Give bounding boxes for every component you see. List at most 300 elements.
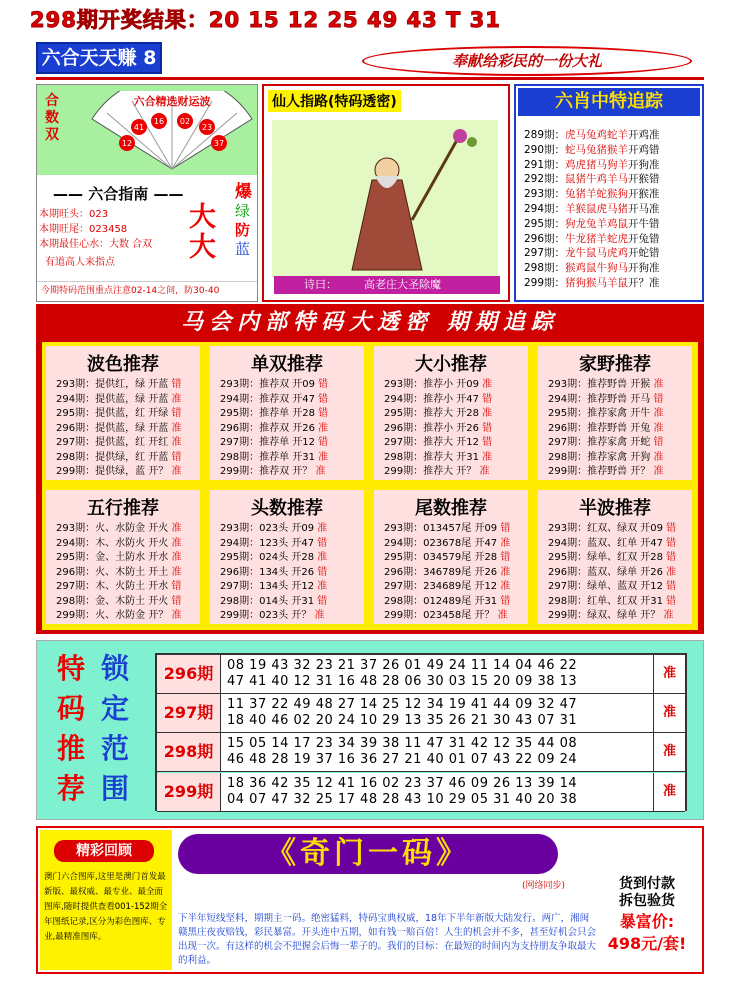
recommend-row xyxy=(384,522,510,537)
recommend-text: 295期：推荐单 开28 xyxy=(220,408,319,419)
char: 范 xyxy=(101,732,130,765)
zodiac-open: 开 xyxy=(628,173,639,186)
recommend-mark: 错 xyxy=(666,537,677,549)
recommend-list xyxy=(548,378,663,480)
special-right-label xyxy=(101,649,135,809)
recommend-text: 293期：023头 开09 xyxy=(220,523,318,534)
recommend-row xyxy=(220,378,328,393)
number-row xyxy=(157,733,685,772)
recommend-text: 298期：推荐单 开31 xyxy=(220,451,319,463)
recommend-mark: 错 xyxy=(500,523,511,534)
zodiac-picks: 牛龙猪羊蛇虎 xyxy=(565,232,629,245)
zodiac-open: 开 xyxy=(628,143,639,156)
recommend-row xyxy=(384,551,510,566)
poem-text: 高老庄大圣除魔 xyxy=(364,278,441,291)
qimen-description: 下半年短线坚料，期期主一码。绝密猛料，特码宝典权威，18年下半年新版大陆发行。两广，湘闽赣黑庄夜夜赔钱，彩民暴富。开头连中五期，如有钱一赔百倍！人生的机会并不多，甚至好机会只会出现一次。有这样的机会不把握会后悔一辈子的。我们的目标：在最短的时间内为支持朋友争取最大的利益。 xyxy=(178,913,597,966)
recommend-mark: 错 xyxy=(482,422,493,434)
recommend-text: 295期：绿单、红双 开28 xyxy=(548,552,667,563)
number-table xyxy=(155,653,687,811)
zodiac-picks: 猴鸡鼠牛狗马 xyxy=(565,262,629,275)
zodiac-picks: 蛇马兔猪猴羊 xyxy=(565,143,629,156)
number-line: 11 37 22 49 48 27 14 25 12 34 19 41 44 09 32 47 xyxy=(227,697,578,713)
recommend-title: 家野推荐 xyxy=(579,354,651,375)
recommend-mark: 错 xyxy=(171,581,182,592)
recommend-title: 大小推荐 xyxy=(415,354,487,375)
special-left-label xyxy=(57,649,91,809)
recommend-row xyxy=(384,407,492,422)
recommend-row xyxy=(384,451,492,466)
slogan: 奉献给彩民的一份大礼 xyxy=(362,46,692,76)
zodiac-period: 290期： xyxy=(524,143,566,156)
recommend-mark: 错 xyxy=(317,566,328,578)
zodiac-row xyxy=(524,143,660,158)
number-lines xyxy=(227,736,617,768)
qimen-section xyxy=(36,826,704,974)
zodiac-row xyxy=(524,232,660,247)
recommend-row xyxy=(384,566,510,581)
recommend-text: 297期：134头 开12 xyxy=(220,581,318,592)
recommend-mark: 错 xyxy=(317,595,328,607)
recommend-row xyxy=(548,378,663,393)
zodiac-mark: 错 xyxy=(649,232,660,245)
six-zodiac-box xyxy=(514,84,704,302)
recommend-row xyxy=(220,551,327,566)
recommend-mark: 准 xyxy=(653,422,664,434)
recommend-text: 296期：推荐小 开26 xyxy=(384,422,483,434)
recommend-row xyxy=(548,537,676,552)
recommend-row xyxy=(56,566,181,581)
recommend-mark: 错 xyxy=(666,552,677,563)
recommend-row xyxy=(384,422,492,437)
recommend-mark: 准 xyxy=(171,422,182,434)
recommend-list xyxy=(384,522,510,624)
zodiac-result: 兔 xyxy=(638,232,650,245)
recommend-text: 294期：123头 开47 xyxy=(220,537,318,549)
recommend-text: 298期：金、木防土 开火 xyxy=(56,595,172,607)
wave-hint xyxy=(235,183,255,259)
brand-title: 六合天天赚 8 xyxy=(36,42,162,74)
guide-line: 本期旺尾：023458 xyxy=(39,224,128,235)
recommend-text: 298期：推荐大 开31 xyxy=(384,451,483,463)
number-row xyxy=(157,655,685,694)
recommend-mark: 准 xyxy=(171,523,182,534)
recommend-mark: 准 xyxy=(482,408,493,419)
recommend-text: 299期：推荐大 开？ xyxy=(384,466,480,477)
zodiac-period: 289期： xyxy=(524,129,566,141)
recommend-cell xyxy=(374,490,528,624)
fan-number: 16 xyxy=(153,117,165,126)
recommend-mark: 错 xyxy=(317,537,328,549)
number-row xyxy=(157,694,685,733)
recommend-row xyxy=(56,393,181,408)
zodiac-row xyxy=(524,187,660,202)
zodiac-period: 293期： xyxy=(524,188,566,201)
recommend-row xyxy=(384,537,510,552)
xianren-box xyxy=(262,84,510,302)
big-da: 大大 xyxy=(189,202,216,263)
recommend-mark: 错 xyxy=(666,581,677,592)
recommend-mark: 准 xyxy=(317,523,328,534)
recommend-text: 295期：金、土防水 开水 xyxy=(56,552,172,563)
recommend-row xyxy=(56,595,181,610)
recommend-mark: 错 xyxy=(500,595,511,607)
number-line: 46 48 28 19 37 16 36 27 21 40 01 07 43 22 09 24 xyxy=(227,752,578,768)
fan-number: 37 xyxy=(213,139,225,148)
recommend-cell xyxy=(46,346,200,480)
divider xyxy=(36,77,704,80)
recommend-row xyxy=(220,451,328,466)
number-row xyxy=(157,773,685,812)
recommend-mark: 准 xyxy=(171,552,182,563)
recommend-row xyxy=(548,595,676,610)
recommend-text: 297期：绿单、蓝双 开12 xyxy=(548,581,667,592)
zodiac-result: 鸡 xyxy=(638,143,650,156)
fan-number: 02 xyxy=(179,117,191,126)
recommend-cell xyxy=(210,346,364,480)
zodiac-picks: 龙牛鼠马虎鸡 xyxy=(565,247,629,260)
number-line: 04 07 47 32 25 17 48 28 43 10 29 05 31 40 20 38 xyxy=(227,791,578,807)
recommend-row xyxy=(220,407,328,422)
immortal-illustration xyxy=(272,120,498,278)
zodiac-mark: 准 xyxy=(649,276,660,289)
recommend-text: 293期：推荐野兽 开猴 xyxy=(548,379,654,390)
recommend-mark: 准 xyxy=(317,581,328,592)
recommend-list xyxy=(56,522,181,624)
recommend-text: 297期：推荐大 开12 xyxy=(384,437,483,448)
recommend-row xyxy=(220,393,328,408)
number-lines xyxy=(227,658,617,690)
zodiac-open: 开 xyxy=(628,202,639,215)
recommend-mark: 错 xyxy=(318,393,329,405)
recommend-text: 293期：火、水防金 开火 xyxy=(56,523,172,534)
recommend-row xyxy=(56,551,181,566)
zodiac-period: 295期： xyxy=(524,217,566,230)
recommend-text: 296期：134头 开26 xyxy=(220,566,318,578)
recommend-text: 297期：推荐家禽 开蛇 xyxy=(548,437,654,448)
fan-number: 12 xyxy=(121,139,133,148)
guide-line: 本期旺头：023 xyxy=(39,209,109,220)
recommend-text: 296期：提供蓝，绿 开蓝 xyxy=(56,422,172,434)
char: 特 xyxy=(57,652,86,685)
tracking-title: 马会内部特码大透密 期期追踪 xyxy=(181,310,559,335)
number-lines xyxy=(227,697,617,729)
recommend-text: 294期：木、水防火 开火 xyxy=(56,537,172,549)
zodiac-result: 牛 xyxy=(638,217,650,230)
recommend-row xyxy=(384,609,510,624)
recommend-text: 295期：024头 开28 xyxy=(220,552,318,563)
recommend-mark: 错 xyxy=(171,451,182,463)
zodiac-open: 开 xyxy=(628,217,639,230)
zodiac-period: 291期： xyxy=(524,158,566,171)
recommend-text: 299期：推荐野兽 开？ xyxy=(548,466,654,477)
zodiac-period: 298期： xyxy=(524,262,566,275)
zodiac-row xyxy=(524,202,660,217)
recommend-mark: 准 xyxy=(482,451,493,463)
zodiac-result: 猴 xyxy=(638,188,650,201)
recommend-text: 296期：推荐双 开26 xyxy=(220,422,319,434)
recommend-mark: 准 xyxy=(497,610,508,621)
recommend-mark: 准 xyxy=(500,537,511,549)
recommend-mark: 准 xyxy=(171,610,182,621)
recommend-mark: 错 xyxy=(482,393,493,405)
recommend-text: 294期：推荐野兽 开马 xyxy=(548,393,654,405)
zodiac-row xyxy=(524,158,660,173)
recommend-row xyxy=(220,566,327,581)
qimen-banner: 《奇门一码》 xyxy=(178,834,558,874)
hint-fang: 防 xyxy=(235,221,251,239)
zodiac-period: 297期： xyxy=(524,247,566,260)
recommend-mark: 准 xyxy=(653,451,664,463)
recommend-row xyxy=(56,537,181,552)
range-note: 今期特码范围重点注意02-14之间，防30-40 xyxy=(37,281,257,301)
recommend-row xyxy=(220,436,328,451)
poem-label: 诗曰： xyxy=(304,278,337,291)
recommend-mark: 准 xyxy=(318,422,329,434)
recommend-row xyxy=(548,551,676,566)
recommend-mark: 准 xyxy=(663,610,674,621)
recommend-text: 295期：推荐大 开28 xyxy=(384,408,483,419)
side-label: 合数双 xyxy=(45,93,59,143)
zodiac-row xyxy=(524,172,660,187)
recommend-text: 295期：034579尾 开28 xyxy=(384,552,501,563)
recommend-mark: 错 xyxy=(653,437,664,448)
review-text: 澳门六合图库,这里是澳门首发最新版、最权威、最专业、最全面图库,随时提供查看001-152期全年图纸记录,区分为彩色图库、专业,最精准图库。 xyxy=(44,872,168,942)
recommend-mark: 准 xyxy=(500,566,511,578)
number-line: 15 05 14 17 23 34 39 38 11 47 31 42 12 35 44 08 xyxy=(227,736,578,752)
recommend-text: 294期：提供蓝，绿 开蓝 xyxy=(56,393,172,405)
six-zodiac-list xyxy=(524,128,660,291)
recommend-text: 299期：023458尾 开？ xyxy=(384,610,498,621)
zodiac-open: 开 xyxy=(628,262,639,275)
recommend-row xyxy=(384,378,492,393)
recommend-text: 293期：提供红，绿 开蓝 xyxy=(56,379,172,390)
recommend-row xyxy=(548,436,663,451)
recommend-row xyxy=(220,465,328,480)
recommend-text: 293期：013457尾 开09 xyxy=(384,523,501,534)
zodiac-mark: 错 xyxy=(649,217,660,230)
zodiac-result: 蛇 xyxy=(638,247,650,260)
zodiac-mark: 准 xyxy=(649,262,660,275)
recommend-row xyxy=(384,465,492,480)
payment-box xyxy=(598,876,696,968)
zodiac-open: 开 xyxy=(628,232,639,245)
recommend-text: 296期：346789尾 开26 xyxy=(384,566,501,578)
recommend-mark: 准 xyxy=(171,466,182,477)
recommend-row xyxy=(56,522,181,537)
zodiac-row xyxy=(524,246,660,261)
recommend-mark: 准 xyxy=(171,393,182,405)
tracking-section xyxy=(36,304,704,634)
zodiac-period: 296期： xyxy=(524,232,566,245)
zodiac-picks: 虎马兔鸡蛇羊 xyxy=(565,129,629,141)
recommend-cell xyxy=(46,490,200,624)
zodiac-mark: 准 xyxy=(649,129,660,141)
char: 围 xyxy=(101,772,130,805)
recommend-text: 295期：推荐家禽 开牛 xyxy=(548,408,654,419)
recommend-row xyxy=(220,595,327,610)
special-code-section xyxy=(36,640,704,820)
zodiac-open: 开 xyxy=(628,188,639,201)
recommend-text: 299期：023头 开？ xyxy=(220,610,315,621)
guide-lines xyxy=(39,207,152,252)
recommend-text: 298期：红单、红双 开31 xyxy=(548,595,667,607)
result-header xyxy=(0,0,740,34)
recommend-list xyxy=(220,378,328,480)
recommend-row xyxy=(56,451,181,466)
recommend-text: 294期：推荐双 开47 xyxy=(220,393,319,405)
poem-bar xyxy=(274,276,500,294)
recommend-title: 尾数推荐 xyxy=(415,498,487,519)
fan-panel xyxy=(37,85,257,175)
recommend-text: 296期：火、木防土 开土 xyxy=(56,566,172,578)
recommend-text: 297期：木、火防土 开水 xyxy=(56,581,172,592)
guide-label: 六合指南 xyxy=(88,185,149,203)
recommend-row xyxy=(56,378,181,393)
recommend-mark: 错 xyxy=(482,437,493,448)
recommend-mark: 准 xyxy=(666,566,677,578)
zodiac-result: 狗 xyxy=(638,158,650,171)
recommend-row xyxy=(384,595,510,610)
recommend-text: 299期：火、水防金 开？ xyxy=(56,610,172,621)
recommend-mark: 错 xyxy=(318,408,329,419)
number-line: 47 41 40 12 31 16 48 28 06 30 03 15 20 09 38 13 xyxy=(227,674,578,689)
zodiac-result: 猴 xyxy=(638,173,650,186)
zodiac-result: ？ xyxy=(638,276,650,289)
hint-green: 绿 xyxy=(235,202,251,220)
recommend-row xyxy=(56,580,181,595)
char: 推 xyxy=(57,732,86,765)
recommend-title: 波色推荐 xyxy=(87,354,159,375)
period-label: 299期 xyxy=(157,773,221,811)
zodiac-picks: 鼠猪牛鸡羊马 xyxy=(565,173,629,186)
period-label: 298期 xyxy=(157,733,221,771)
hint-blue: 蓝 xyxy=(235,240,251,258)
recommend-text: 298期：014头 开31 xyxy=(220,595,318,607)
zodiac-period: 294期： xyxy=(524,202,566,215)
recommend-row xyxy=(384,436,492,451)
recommend-text: 295期：提供蓝，红 开绿 xyxy=(56,408,172,419)
recommend-text: 293期：红双、绿双 开09 xyxy=(548,523,667,534)
hit-mark: 准 xyxy=(653,694,685,732)
hint-bao: 爆 xyxy=(235,182,252,202)
char: 锁 xyxy=(101,652,130,685)
fan-icon xyxy=(87,91,257,171)
recommend-title: 单双推荐 xyxy=(251,354,323,375)
zodiac-open: 开 xyxy=(628,276,639,289)
recommend-text: 297期：推荐单 开12 xyxy=(220,437,319,448)
recommend-list xyxy=(384,378,492,480)
char: 荐 xyxy=(57,772,86,805)
recommend-text: 298期：012489尾 开31 xyxy=(384,595,501,607)
recommend-row xyxy=(548,465,663,480)
recommend-row xyxy=(220,609,327,624)
recommend-row xyxy=(220,422,328,437)
recommend-text: 293期：推荐双 开09 xyxy=(220,379,319,390)
recommend-text: 296期：蓝双、绿单 开26 xyxy=(548,566,667,578)
recommend-mark: 错 xyxy=(666,523,677,534)
zodiac-picks: 鸡虎猪马狗羊 xyxy=(565,158,629,171)
zodiac-mark: 错 xyxy=(649,247,660,260)
recommend-row xyxy=(56,422,181,437)
hit-mark: 准 xyxy=(653,773,685,811)
recommend-cell xyxy=(210,490,364,624)
recommend-title: 头数推荐 xyxy=(251,498,323,519)
recommend-mark: 错 xyxy=(666,595,677,607)
recommend-text: 294期：蓝双、红单 开47 xyxy=(548,537,667,549)
recommend-mark: 准 xyxy=(317,552,328,563)
period-label: 296期 xyxy=(157,655,221,693)
zodiac-picks: 狗龙兔羊鸡鼠 xyxy=(565,217,629,230)
zodiac-row xyxy=(524,217,660,232)
recommend-row xyxy=(56,609,181,624)
recommend-text: 293期：推荐小 开09 xyxy=(384,379,483,390)
recommend-row xyxy=(220,580,327,595)
recommend-mark: 准 xyxy=(500,581,511,592)
char: 定 xyxy=(101,692,130,725)
hit-mark: 准 xyxy=(653,655,685,693)
zodiac-result: 马 xyxy=(638,202,650,215)
fan-number: 23 xyxy=(201,123,213,132)
zodiac-mark: 错 xyxy=(649,173,660,186)
pay-check: 拆包验货 xyxy=(619,893,675,909)
recommend-mark: 准 xyxy=(314,610,325,621)
recommend-list xyxy=(56,378,181,480)
guide-line: 本期最佳心水：大数 合双 xyxy=(39,239,153,250)
recommend-mark: 准 xyxy=(318,451,329,463)
recommend-row xyxy=(548,451,663,466)
number-line: 18 36 42 35 12 41 16 02 23 37 46 09 26 13 39 14 xyxy=(227,775,578,791)
recommend-mark: 错 xyxy=(171,408,182,419)
recommend-mark: 准 xyxy=(479,466,490,477)
recommend-row xyxy=(56,436,181,451)
period-label: 297期 xyxy=(157,694,221,732)
zodiac-row xyxy=(524,261,660,276)
recommend-mark: 错 xyxy=(171,595,182,607)
zodiac-period: 299期： xyxy=(524,276,566,289)
zodiac-mark: 准 xyxy=(649,158,660,171)
recommend-row xyxy=(384,393,492,408)
char: 码 xyxy=(57,692,86,725)
liuhe-guide-box xyxy=(36,84,258,302)
recommend-text: 297期：提供蓝，红 开红 xyxy=(56,437,172,448)
recommend-text: 296期：推荐野兽 开兔 xyxy=(548,422,654,434)
review-title: 精彩回顾 xyxy=(54,840,154,862)
zodiac-open: 开 xyxy=(628,129,639,141)
zodiac-open: 开 xyxy=(628,158,639,171)
recommend-list xyxy=(548,522,676,624)
zodiac-mark: 准 xyxy=(649,188,660,201)
recommend-cell xyxy=(374,346,528,480)
number-line: 18 40 46 02 20 24 10 29 13 35 26 21 30 43 07 31 xyxy=(227,713,578,729)
six-zodiac-title: 六肖中特追踪 xyxy=(518,88,700,116)
zodiac-open: 开 xyxy=(628,247,639,260)
recommend-text: 297期：234689尾 开12 xyxy=(384,581,501,592)
recommend-row xyxy=(220,522,327,537)
net-sync: (网络同步) xyxy=(522,881,566,891)
hit-mark: 准 xyxy=(653,733,685,771)
fan-title: 六合精选财运波 xyxy=(133,95,211,108)
zodiac-picks: 猪狗猴马羊鼠 xyxy=(565,276,629,289)
zodiac-mark: 错 xyxy=(649,143,660,156)
zodiac-mark: 准 xyxy=(649,202,660,215)
note: 有道高人来指点 xyxy=(45,257,115,268)
guide-title: —— 六合指南 —— xyxy=(53,185,184,203)
recommend-text: 294期：023678尾 开47 xyxy=(384,537,501,549)
review-box xyxy=(40,830,172,970)
recommend-text: 299期：推荐双 开？ xyxy=(220,466,316,477)
recommend-list xyxy=(220,522,327,624)
recommend-title: 半波推荐 xyxy=(579,498,651,519)
